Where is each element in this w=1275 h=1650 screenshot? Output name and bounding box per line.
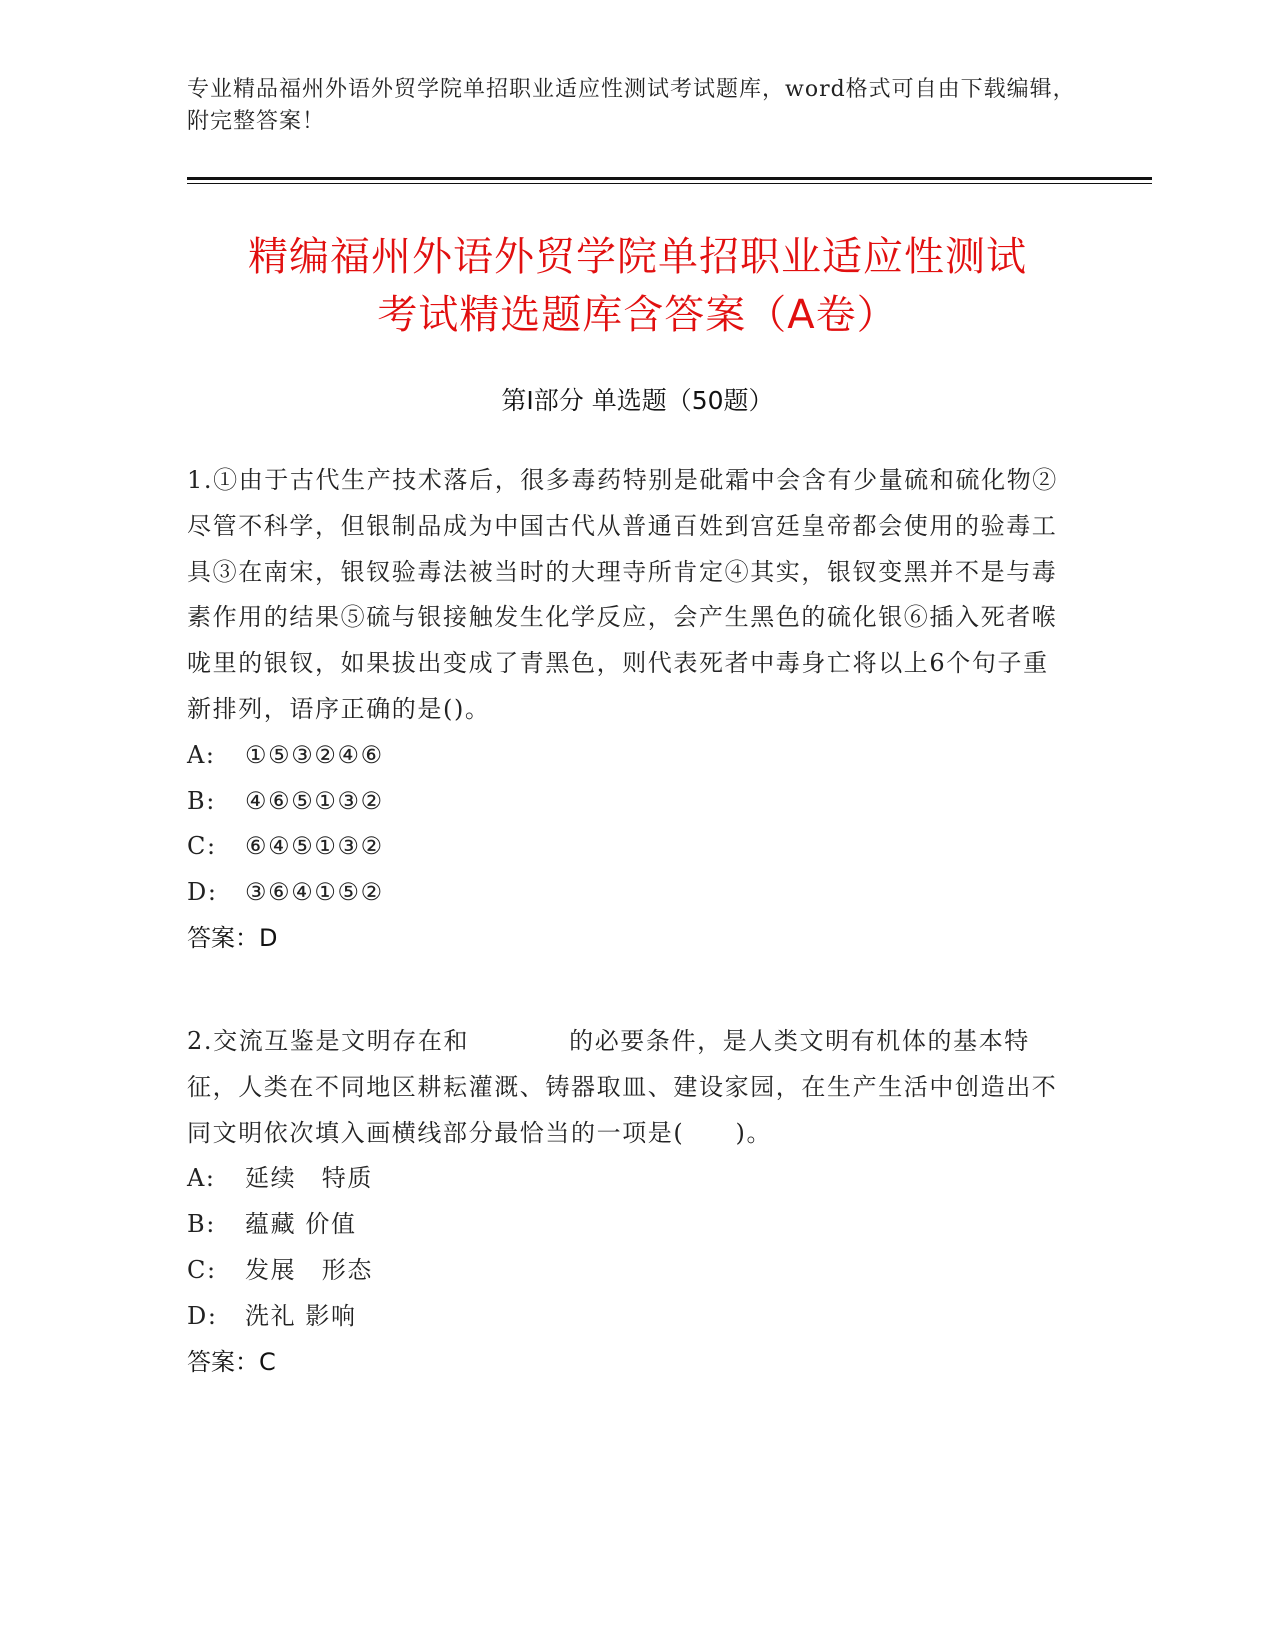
document-title-line-2: 考试精选题库含答案（A卷） [377, 292, 898, 338]
option-letter: A: [187, 1164, 216, 1193]
option-letter: D: [187, 878, 218, 907]
question-1-option-d [187, 870, 1067, 916]
header-divider-thin [187, 183, 1152, 184]
option-text: ④⑥⑤①③② [245, 786, 384, 815]
option-text: ③⑥④①⑤② [245, 878, 384, 907]
question-1-option-b [187, 779, 1067, 825]
option-text: 洗礼 影响 [245, 1301, 357, 1330]
question-2-option-b [187, 1202, 1067, 1248]
section-title: 第Ⅰ部分 单选题（50题） [501, 386, 774, 415]
question-2 [187, 1019, 1067, 1385]
question-1-option-c [187, 824, 1067, 870]
question-2-stem-part-1: 2.交流互鉴是文明存在和 [187, 1027, 470, 1055]
option-text: ①⑤③②④⑥ [245, 740, 384, 769]
question-2-stem [187, 1019, 1067, 1156]
option-letter: B: [187, 786, 216, 815]
question-1-stem: 1.①由于古代生产技术落后，很多毒药特别是砒霜中会含有少量硫和硫化物②尽管不科学，但银制品成为中国古代从普通百姓到宫廷皇帝都会使用的验毒工具③在南宋，银钗验毒法被当时的大理寺所肯定④其实，银钗变黑并不是与毒素作用的结果⑤硫与银接触发生化学反应，会产生黑色的硫化银⑥插入死者喉咙里的银钗，如果拔出变成了青黑色，则代表死者中毒身亡将以上6个句子重新排列，语序正确的是()。 [187, 466, 1058, 723]
option-letter: C: [187, 832, 217, 861]
header-note: 专业精品福州外语外贸学院单招职业适应性测试考试题库，word格式可自由下载编辑，附完整答案！ [187, 77, 1076, 134]
option-text: 蕴藏 价值 [245, 1210, 357, 1239]
option-letter: C: [187, 1255, 217, 1284]
document-title-line-1: 精编福州外语外贸学院单招职业适应性测试 [248, 234, 1027, 280]
option-letter: D: [187, 1301, 218, 1330]
question-2-option-a [187, 1156, 1067, 1202]
option-text: 延续 特质 [245, 1164, 373, 1193]
option-letter: B: [187, 1210, 216, 1239]
question-1 [187, 458, 1067, 962]
option-text: 发展 形态 [245, 1255, 373, 1284]
option-text: ⑥④⑤①③② [245, 832, 384, 861]
header-divider-thick [187, 177, 1152, 180]
document-title [150, 228, 1125, 344]
option-letter: A: [187, 740, 216, 769]
question-1-answer: 答案：D [187, 923, 278, 952]
question-1-option-a [187, 733, 1067, 779]
question-2-option-c [187, 1248, 1067, 1294]
question-2-answer: 答案：C [187, 1347, 276, 1376]
question-2-stem-part-2: 的必要条件，是人类文明有机体的基本特征，人类在不同地区耕耘灌溉、铸器取皿、建设家园，在生产生活中创造出不同文明依次填入画横线部分最恰当的一项是( )。 [187, 1027, 1058, 1147]
question-2-option-d [187, 1294, 1067, 1340]
